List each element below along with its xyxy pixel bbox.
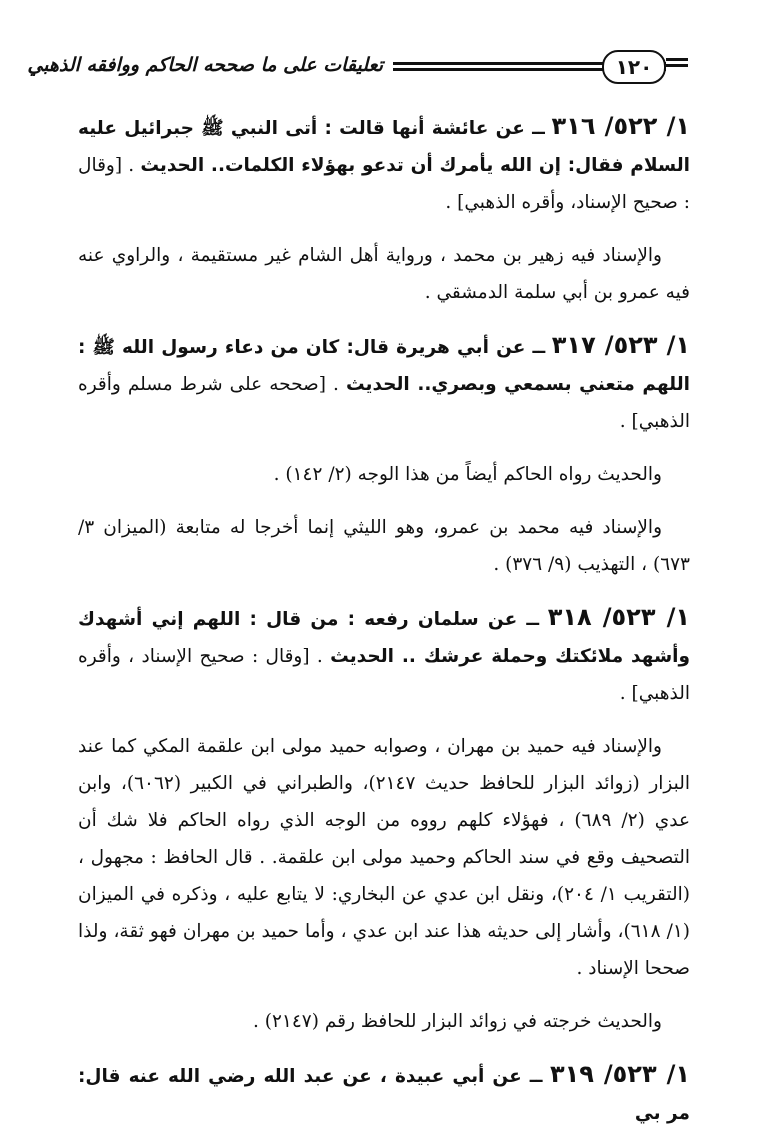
running-title: تعليقات على ما صححه الحاكم ووافقه الذهبي <box>17 48 393 82</box>
header-ornament-right <box>666 58 688 72</box>
hadith-entry-318 <box>78 599 690 712</box>
entry-text: ــ عن أبي عبيدة ، عن عبد الله رضي الله عنه قال: مر بي <box>78 1066 690 1124</box>
entry-number: ١/ ٥٢٣/ ٣١٨ <box>547 603 690 631</box>
entry-number: ١/ ٥٢٢/ ٣١٦ <box>551 112 690 140</box>
entry-text: ــ عن أبي هريرة قال: كان من دعاء رسول الله ﷺ : اللهم متعني بسمعي وبصري.. الحديث <box>78 337 690 395</box>
hadith-entry-319 <box>78 1056 690 1132</box>
entry-number: ١/ ٥٢٣/ ٣١٩ <box>549 1060 691 1088</box>
page-header <box>27 48 688 94</box>
page-body <box>78 108 690 1148</box>
hadith-entry-317 <box>78 327 690 440</box>
page-number: ١٢٠ <box>602 50 666 84</box>
comment-paragraph: والإسناد فيه حميد بن مهران ، وصوابه حميد مولى ابن علقمة المكي كما عند البزار (زوائد البزار للحافظ حديث ٢١٤٧)، والطبراني في الكبير (٦٠٦٢)، وابن عدي (٢/ ٦٨٩) ، فهؤلاء كلهم رووه من الوجه الذي رواه الحاكم فلا شك أن التصحيف وقع في سند الحاكم وحميد مولى ابن علقمة. . قال الحافظ : مجهول ، (التقريب ١/ ٢٠٤)، ونقل ابن عدي عن البخاري: لا يتابع عليه ، وذكره في الميزان (١/ ٦١٨)، وأشار إلى حديثه هذا عند ابن عدي ، وأما حميد بن مهران فهو ثقة، ولذا صححا الإسناد . <box>78 736 690 979</box>
entry-text: ــ عن سلمان رفعه : من قال : اللهم إني أشهدك وأشهد ملائكتك وحملة عرشك .. الحديث <box>78 609 690 667</box>
entry-ruling: . [وقال : صحيح الإسناد ، وأقره الذهبي] . <box>78 646 690 704</box>
hadith-entry-316 <box>78 108 690 221</box>
entry-ruling: . [وقال : صحيح الإسناد، وأقره الذهبي] . <box>78 155 690 213</box>
entry-number: ١/ ٥٢٣/ ٣١٧ <box>551 331 690 359</box>
entry-text: ــ عن عائشة أنها قالت : أتى النبي ﷺ جبرائيل عليه السلام فقال: إن الله يأمرك أن تدعو بهؤلاء الكلمات.. الحديث <box>78 118 690 176</box>
comment-paragraph: والإسناد فيه محمد بن عمرو، وهو الليثي إنما أخرجا له متابعة (الميزان ٣/ ٦٧٣) ، التهذيب (٩/ ٣٧٦) . <box>78 517 690 575</box>
comment-paragraph: والإسناد فيه زهير بن محمد ، ورواية أهل الشام غير مستقيمة ، والراوي عنه فيه عمرو بن أبي سلمة الدمشقي . <box>78 245 690 303</box>
comment-paragraph: والحديث خرجته في زوائد البزار للحافظ رقم (٢١٤٧) . <box>253 1011 662 1032</box>
entry-ruling: . [صححه على شرط مسلم وأقره الذهبي] . <box>78 374 690 432</box>
comment-paragraph: والحديث رواه الحاكم أيضاً من هذا الوجه (٢/ ١٤٢) . <box>273 464 662 485</box>
